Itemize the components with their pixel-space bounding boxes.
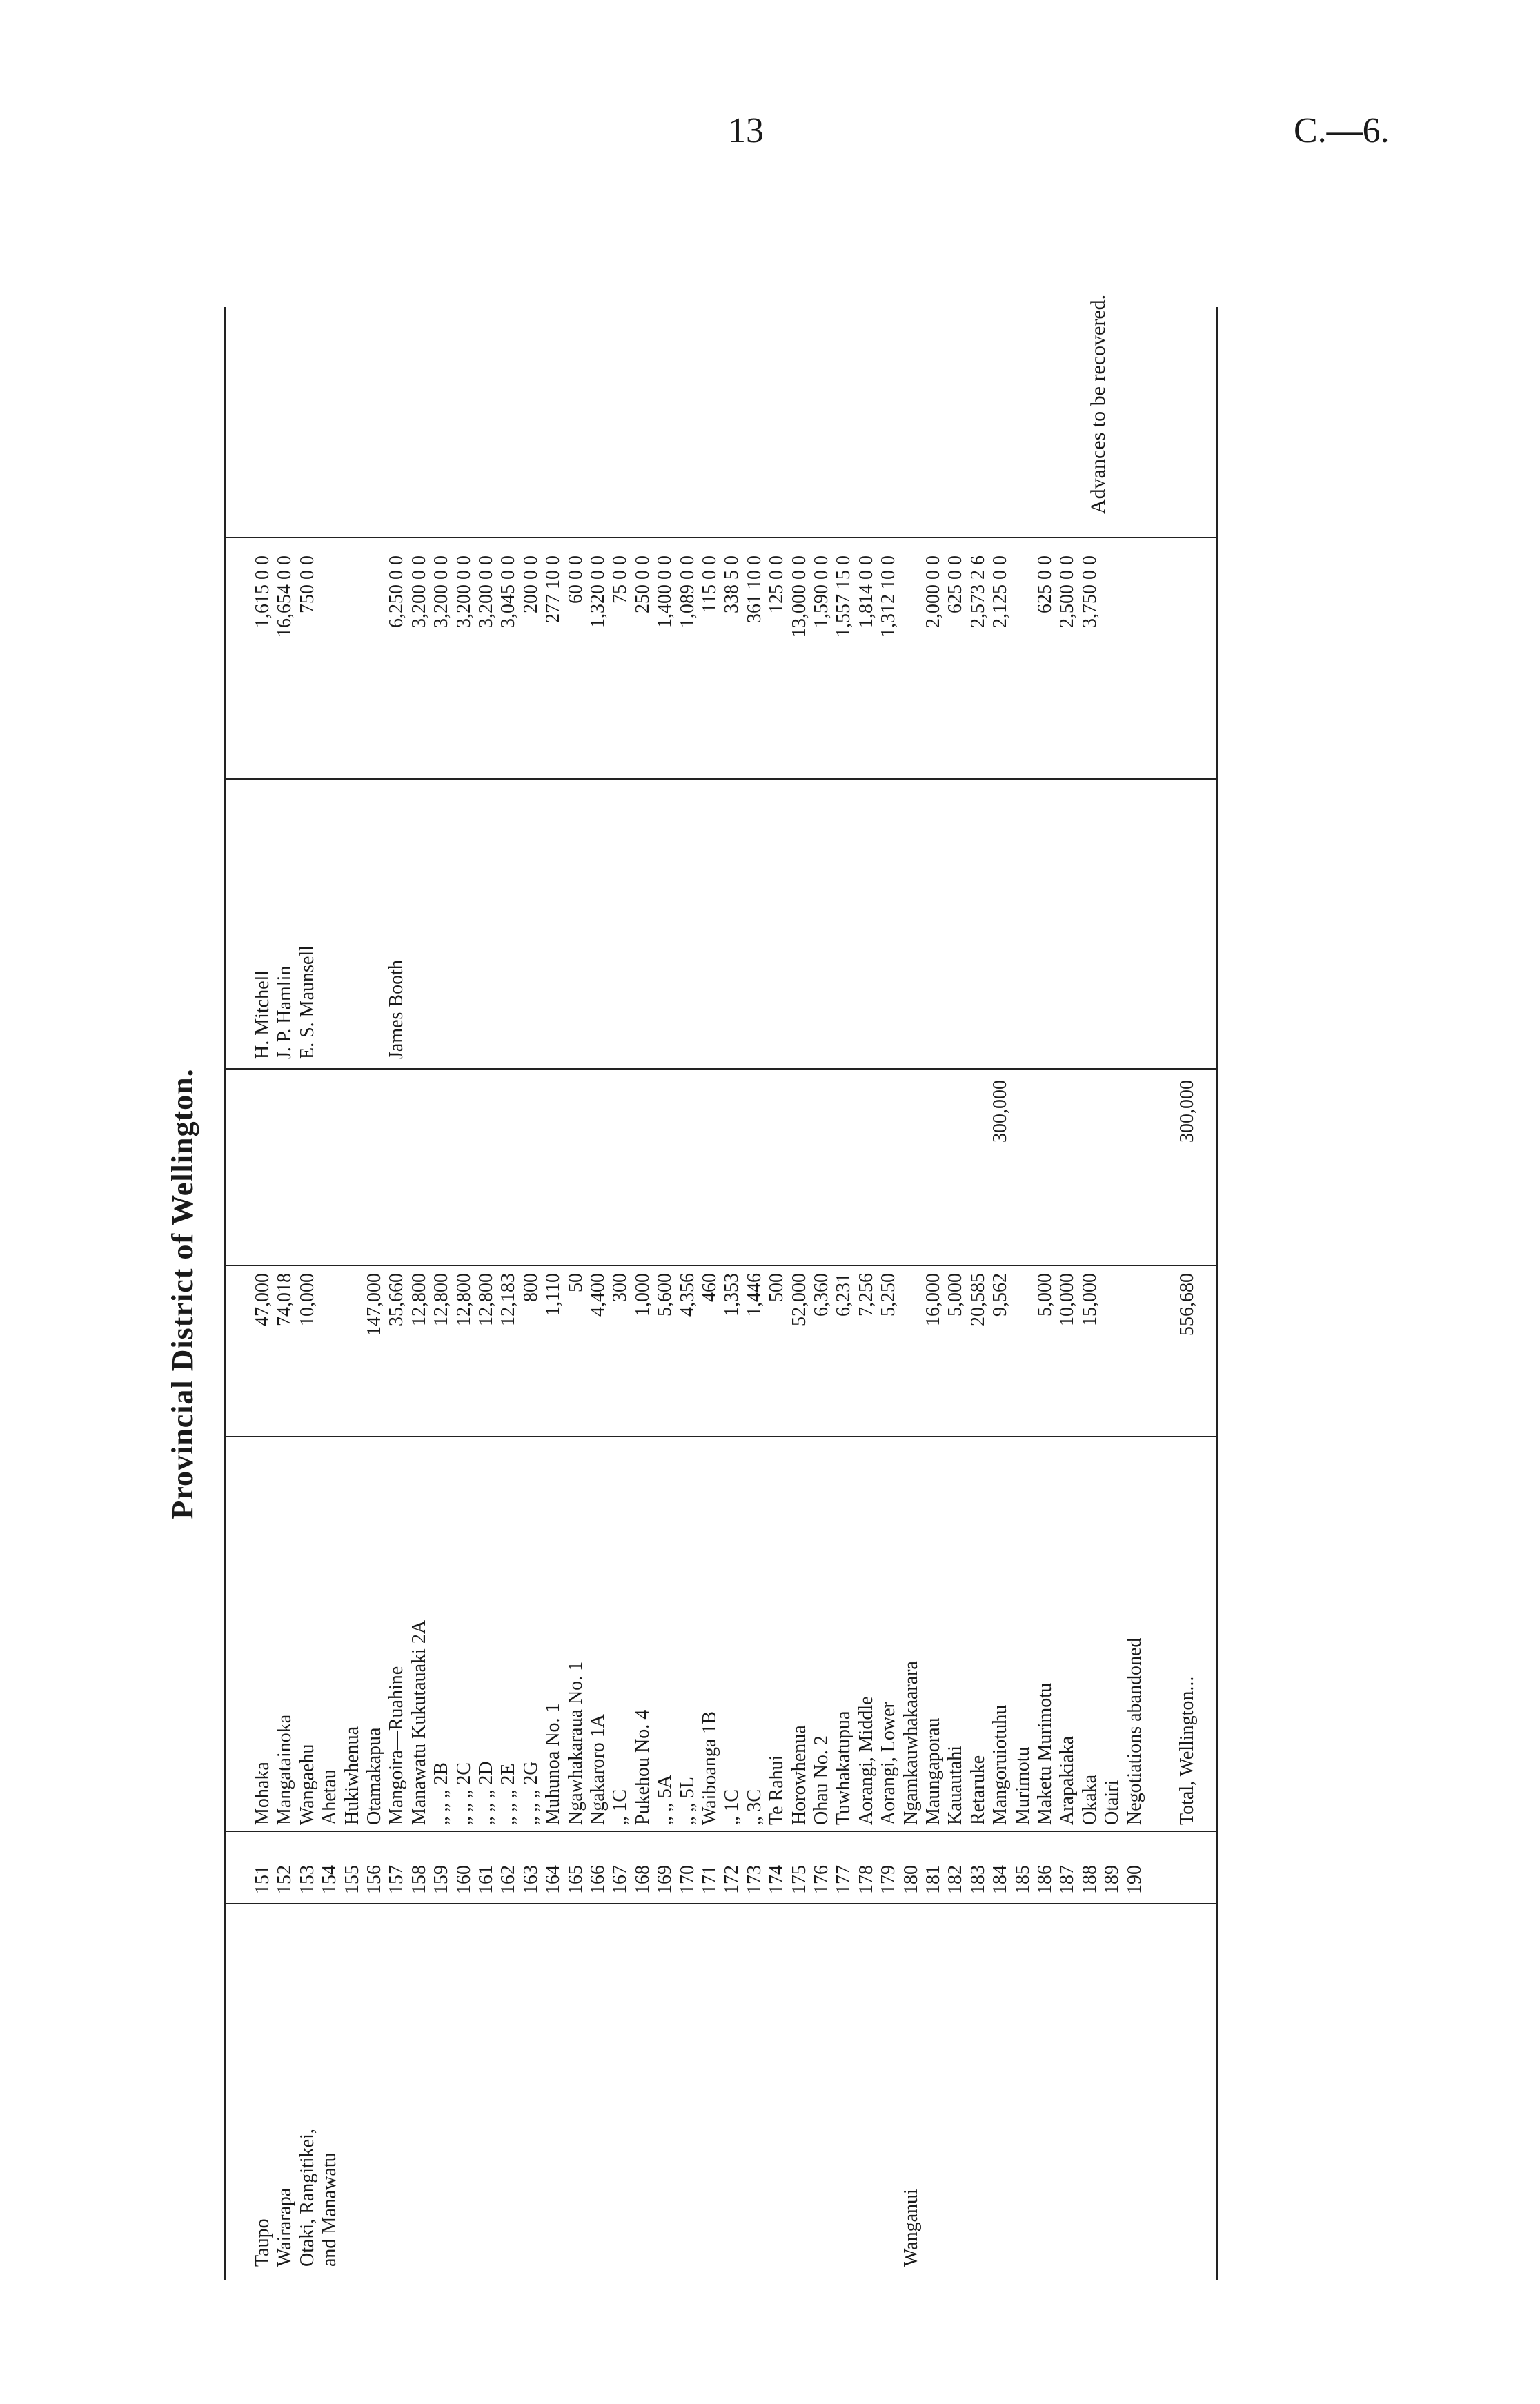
district-cell: Taupo bbox=[252, 2218, 273, 2267]
table-row bbox=[342, 307, 364, 2280]
area-acres: 12,800 bbox=[431, 1273, 453, 1326]
row-number: 156 bbox=[364, 1865, 385, 1894]
block-name: Maungaporau bbox=[922, 1717, 944, 1825]
block-name: Negotiations abandoned bbox=[1123, 1637, 1145, 1825]
area-acres: 12,800 bbox=[475, 1273, 497, 1326]
block-name: „ „ „ 2B bbox=[431, 1762, 453, 1825]
row-number: 160 bbox=[453, 1865, 475, 1894]
table-row bbox=[699, 307, 721, 2280]
table-row bbox=[609, 307, 631, 2280]
payment-amount: 200 0 0 bbox=[520, 555, 542, 613]
block-name: Retaruke bbox=[967, 1755, 989, 1825]
payment-amount: 60 0 0 bbox=[564, 555, 586, 604]
payment-amount: 1,557 15 0 bbox=[833, 555, 855, 638]
total-area-2: 300,000 bbox=[1176, 1080, 1198, 1143]
area-300000 bbox=[989, 307, 1011, 2280]
area-acres: 460 bbox=[699, 1273, 720, 1302]
table-row bbox=[386, 307, 408, 2280]
table-row bbox=[677, 307, 699, 2280]
payment-amount: 1,615 0 0 bbox=[252, 555, 273, 628]
district-cell: Otaki, Rangitikei, bbox=[296, 2129, 318, 2267]
district-cell: Wanganui bbox=[900, 2189, 922, 2267]
table-row bbox=[654, 307, 676, 2280]
payment-amount: 1,089 0 0 bbox=[676, 555, 698, 628]
block-name: „ 3C bbox=[743, 1789, 765, 1825]
payment-amount: 16,654 0 0 bbox=[274, 555, 296, 638]
payment-amount: 1,400 0 0 bbox=[654, 555, 676, 628]
block-name: „ „ „ 2D bbox=[475, 1761, 497, 1825]
block-name: Ngawhakaraua No. 1 bbox=[564, 1661, 586, 1825]
row-number: 168 bbox=[631, 1865, 653, 1894]
payment-amount: 625 0 0 bbox=[1034, 555, 1056, 613]
row-number: 170 bbox=[676, 1865, 698, 1894]
block-name: Otamakapua bbox=[364, 1727, 385, 1825]
payment-amount: 1,590 0 0 bbox=[811, 555, 832, 628]
block-name: Ahetau bbox=[319, 1769, 341, 1825]
table-row bbox=[945, 307, 967, 2280]
block-name: Okaka bbox=[1078, 1774, 1100, 1825]
area-acres: 1,353 bbox=[721, 1273, 743, 1317]
area-acres: 20,585 bbox=[967, 1273, 989, 1326]
table-row bbox=[878, 307, 900, 2280]
area-acres: 4,400 bbox=[587, 1273, 609, 1317]
block-name: Aorangi, Lower bbox=[878, 1702, 900, 1825]
row-number: 183 bbox=[967, 1865, 989, 1894]
block-name: Kauautahi bbox=[945, 1745, 967, 1825]
block-name: Ngamkauwhakaarara bbox=[900, 1661, 922, 1825]
table-row bbox=[789, 307, 811, 2280]
payment-amount: 125 0 0 bbox=[766, 555, 788, 613]
payment-amount: 2,573 2 6 bbox=[967, 555, 989, 628]
row-number: 180 bbox=[900, 1865, 922, 1894]
area-acres: 1,110 bbox=[542, 1273, 564, 1316]
block-name: Horowhenua bbox=[788, 1725, 810, 1825]
payment-amount: 3,045 0 0 bbox=[497, 555, 520, 628]
district-cell: and Manawatu bbox=[319, 2152, 341, 2267]
table-title: Provincial District of Wellington. bbox=[166, 1068, 199, 1519]
payment-amount: 3,200 0 0 bbox=[431, 555, 453, 628]
area-acres: 4,356 bbox=[676, 1273, 698, 1317]
area-acres: 74,018 bbox=[274, 1273, 296, 1326]
area-acres: 16,000 bbox=[922, 1273, 944, 1326]
row-number: 186 bbox=[1034, 1865, 1056, 1894]
table-row bbox=[542, 307, 564, 2280]
row-number: 171 bbox=[699, 1865, 720, 1894]
block-name: Murimotu bbox=[1011, 1746, 1034, 1825]
payment-amount: 75 0 0 bbox=[609, 555, 631, 604]
row-number: 178 bbox=[855, 1865, 877, 1894]
area-acres: 5,250 bbox=[878, 1273, 900, 1317]
payment-amount: 277 10 0 bbox=[542, 555, 564, 623]
table-row bbox=[922, 307, 945, 2280]
row-number: 165 bbox=[564, 1865, 586, 1894]
payment-amount: 250 0 0 bbox=[631, 555, 653, 613]
table-row bbox=[811, 307, 833, 2280]
block-name: Waiboanga 1B bbox=[699, 1711, 720, 1825]
table-row bbox=[587, 307, 609, 2280]
area-acres: 5,000 bbox=[945, 1273, 967, 1317]
table-row bbox=[1101, 307, 1123, 2280]
block-name: Pukehou No. 4 bbox=[631, 1709, 653, 1825]
row-number: 151 bbox=[252, 1865, 273, 1894]
block-name: Otairi bbox=[1101, 1780, 1123, 1825]
row-number: 175 bbox=[788, 1865, 810, 1894]
payment-amount: 2,125 0 0 bbox=[989, 555, 1011, 628]
payment-amount: 115 0 0 bbox=[699, 555, 720, 613]
row-number: 182 bbox=[945, 1865, 967, 1894]
block-name: Mangoruiotuhu bbox=[989, 1704, 1011, 1825]
area-acres: 10,000 bbox=[1056, 1273, 1078, 1326]
area-acres: 300 bbox=[609, 1273, 631, 1302]
block-name: Te Rahui bbox=[766, 1755, 788, 1825]
payment-amount: 361 10 0 bbox=[743, 555, 765, 623]
page-reference: C.—6. bbox=[1294, 111, 1390, 150]
block-name: „ 1C bbox=[721, 1789, 743, 1825]
block-name: „ „ 5L bbox=[676, 1777, 698, 1825]
table-row bbox=[1034, 307, 1056, 2280]
area-acres: 12,800 bbox=[453, 1273, 475, 1326]
area-acres: 5,000 bbox=[1034, 1273, 1056, 1317]
agent-name: E. S. Maunsell bbox=[296, 945, 318, 1059]
page-number: 13 bbox=[728, 111, 764, 150]
table-row bbox=[744, 307, 766, 2280]
block-name: „ „ 5A bbox=[654, 1774, 676, 1825]
area-acres: 50 bbox=[564, 1273, 586, 1292]
table-row bbox=[632, 307, 654, 2280]
block-name: Muhunoa No. 1 bbox=[542, 1703, 564, 1825]
row-number: 159 bbox=[431, 1865, 453, 1894]
block-name: „ „ „ 2C bbox=[453, 1762, 475, 1825]
row-number: 181 bbox=[922, 1865, 944, 1894]
row-number: 157 bbox=[386, 1865, 408, 1894]
table-row bbox=[967, 307, 989, 2280]
row-number: 184 bbox=[989, 1865, 1011, 1894]
agent-name: H. Mitchell bbox=[252, 969, 273, 1059]
area-acres: 147,000 bbox=[364, 1273, 385, 1336]
row-number: 177 bbox=[833, 1865, 855, 1894]
table-row bbox=[408, 307, 431, 2280]
block-name: Manawatu Kukutauaki 2A bbox=[408, 1619, 430, 1825]
area-acres: 800 bbox=[520, 1273, 542, 1302]
area-acres: 7,256 bbox=[855, 1273, 877, 1317]
table-row bbox=[319, 307, 341, 2280]
row-number: 174 bbox=[766, 1865, 788, 1894]
top-rule bbox=[224, 307, 226, 2280]
payment-amount: 3,200 0 0 bbox=[475, 555, 497, 628]
payment-amount: 1,320 0 0 bbox=[587, 555, 609, 628]
row-number: 163 bbox=[520, 1865, 542, 1894]
area-acres: 1,000 bbox=[631, 1273, 653, 1317]
table-row bbox=[431, 307, 453, 2280]
row-number: 176 bbox=[811, 1865, 832, 1894]
table-row bbox=[900, 307, 922, 2280]
table-row bbox=[1056, 307, 1078, 2280]
block-name: Aorangi, Middle bbox=[855, 1696, 877, 1825]
row-number: 169 bbox=[654, 1865, 676, 1894]
block-name: Wangaehu bbox=[296, 1744, 318, 1825]
row-number: 185 bbox=[1011, 1865, 1034, 1894]
row-number: 154 bbox=[319, 1865, 341, 1894]
bottom-rule bbox=[1216, 307, 1218, 2280]
payment-amount: 13,000 0 0 bbox=[788, 555, 810, 638]
table-row bbox=[1079, 307, 1101, 2280]
row-number: 161 bbox=[475, 1865, 497, 1894]
row-number: 179 bbox=[878, 1865, 900, 1894]
payment-amount: 338 5 0 bbox=[721, 555, 743, 613]
block-name: Ngakaroro 1A bbox=[587, 1714, 609, 1825]
row-number: 155 bbox=[341, 1865, 363, 1894]
block-name: Mangoira—Ruahine bbox=[386, 1666, 408, 1825]
payment-amount: 625 0 0 bbox=[945, 555, 967, 613]
block-name: „ „ „ 2E bbox=[497, 1763, 520, 1825]
block-name: Tuwhakatupua bbox=[833, 1711, 855, 1825]
row-number: 190 bbox=[1123, 1865, 1145, 1894]
area-acres: 9,562 bbox=[989, 1273, 1011, 1317]
block-name: Mohaka bbox=[252, 1762, 273, 1825]
payment-amount: 3,750 0 0 bbox=[1078, 555, 1100, 628]
table-row bbox=[475, 307, 497, 2280]
area-300000-text: 300,000 bbox=[989, 1080, 1011, 1143]
area-acres: 35,660 bbox=[386, 1273, 408, 1326]
row-number: 152 bbox=[274, 1865, 296, 1894]
row-number: 158 bbox=[408, 1865, 430, 1894]
area-acres: 15,000 bbox=[1078, 1273, 1100, 1326]
area-acres: 12,183 bbox=[497, 1273, 520, 1326]
table-row bbox=[1124, 307, 1146, 2280]
row-number: 188 bbox=[1078, 1865, 1100, 1894]
row-number: 162 bbox=[497, 1865, 520, 1894]
area-acres: 6,231 bbox=[833, 1273, 855, 1317]
table-row bbox=[565, 307, 587, 2280]
payment-amount: 750 0 0 bbox=[296, 555, 318, 613]
area-acres: 52,000 bbox=[788, 1273, 810, 1326]
table-row bbox=[856, 307, 878, 2280]
rotated-table-region bbox=[148, 294, 1225, 2280]
table-frame bbox=[224, 294, 1218, 2280]
row-number: 166 bbox=[587, 1865, 609, 1894]
area-acres: 12,800 bbox=[408, 1273, 430, 1326]
side-note: Advances to be recovered. bbox=[1087, 294, 1109, 514]
agent-name: James Booth bbox=[386, 960, 408, 1059]
payment-amount: 3,200 0 0 bbox=[453, 555, 475, 628]
table-row bbox=[1012, 307, 1034, 2280]
payment-amount: 1,814 0 0 bbox=[855, 555, 877, 628]
district-cell: Wairarapa bbox=[274, 2187, 296, 2267]
block-name: „ „ „ 2G bbox=[520, 1761, 542, 1825]
area-acres: 500 bbox=[766, 1273, 788, 1302]
table-row bbox=[721, 307, 743, 2280]
payment-amount: 6,250 0 0 bbox=[386, 555, 408, 628]
table-row bbox=[252, 307, 274, 2280]
area-acres: 10,000 bbox=[296, 1273, 318, 1326]
payment-amount: 1,312 10 0 bbox=[878, 555, 900, 638]
block-name: Hukiwhenua bbox=[341, 1726, 363, 1825]
table-row bbox=[297, 307, 319, 2280]
area-acres: 1,446 bbox=[743, 1273, 765, 1317]
total-area: 556,680 bbox=[1176, 1273, 1198, 1336]
block-name: Ohau No. 2 bbox=[811, 1735, 832, 1825]
row-number: 164 bbox=[542, 1865, 564, 1894]
table-row bbox=[520, 307, 542, 2280]
block-name: „ 1C bbox=[609, 1789, 631, 1825]
total-label: Total, Wellington... bbox=[1176, 1676, 1198, 1825]
area-acres: 5,600 bbox=[654, 1273, 676, 1317]
total-row bbox=[1176, 307, 1198, 2280]
block-name: Arapakiaka bbox=[1056, 1735, 1078, 1825]
row-number: 187 bbox=[1056, 1865, 1078, 1894]
agent-name: J. P. Hamlin bbox=[274, 965, 296, 1059]
row-number: 173 bbox=[743, 1865, 765, 1894]
table-row bbox=[766, 307, 788, 2280]
payment-amount: 3,200 0 0 bbox=[408, 555, 430, 628]
block-name: Mangatainoka bbox=[274, 1714, 296, 1825]
row-number: 172 bbox=[721, 1865, 743, 1894]
area-acres: 47,000 bbox=[252, 1273, 273, 1326]
row-number: 167 bbox=[609, 1865, 631, 1894]
payment-amount: 2,000 0 0 bbox=[922, 555, 944, 628]
table-row bbox=[453, 307, 475, 2280]
area-acres: 6,360 bbox=[811, 1273, 832, 1317]
table-row bbox=[833, 307, 855, 2280]
table-row bbox=[274, 307, 296, 2280]
row-number: 189 bbox=[1101, 1865, 1123, 1894]
table-row bbox=[497, 307, 520, 2280]
table-row bbox=[364, 307, 386, 2280]
block-name: Maketu Murimotu bbox=[1034, 1682, 1056, 1825]
payment-amount: 2,500 0 0 bbox=[1056, 555, 1078, 628]
row-number: 153 bbox=[296, 1865, 318, 1894]
